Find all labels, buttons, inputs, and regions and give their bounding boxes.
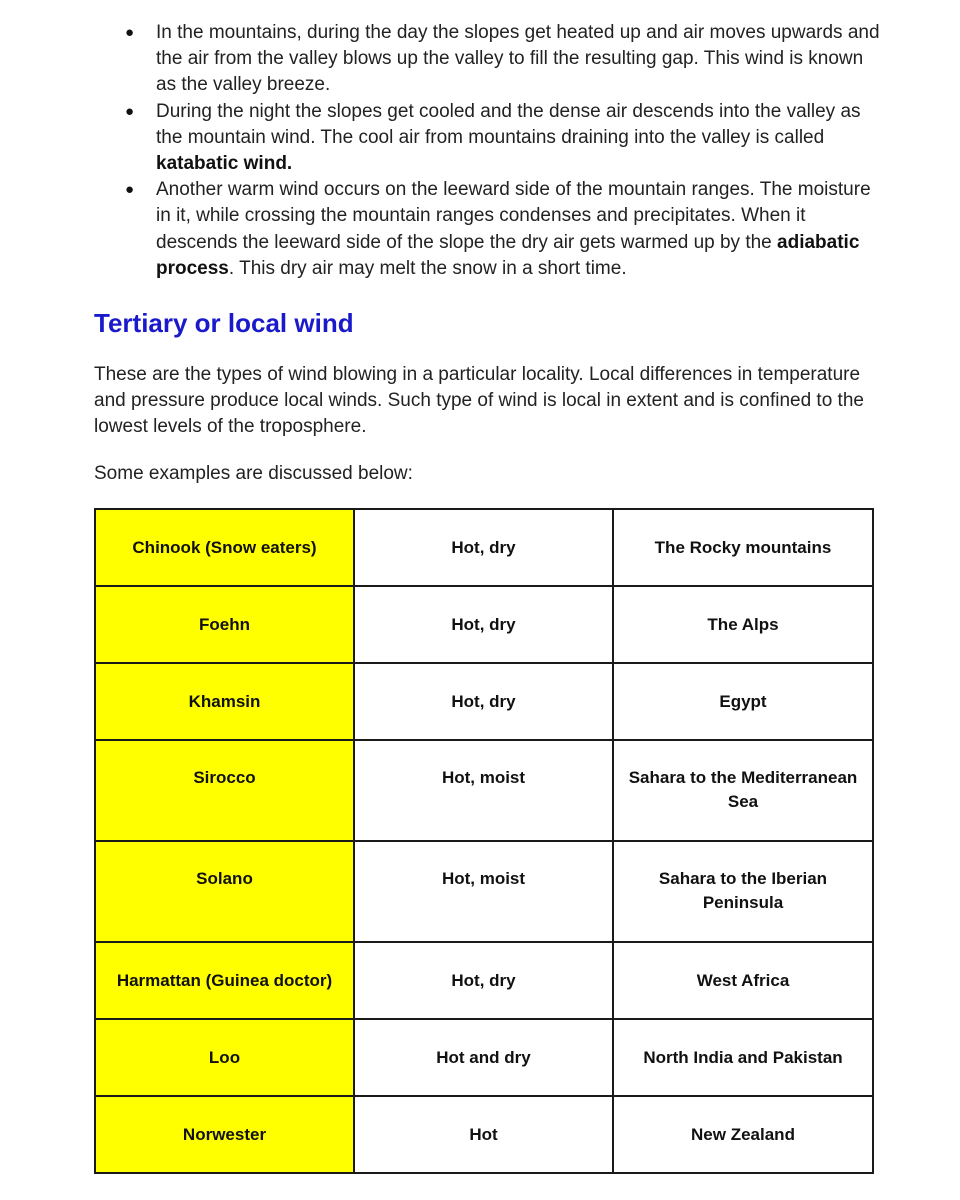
wind-region-cell: West Africa <box>613 942 873 1019</box>
bullet-item-adiabatic <box>94 177 884 282</box>
wind-type-cell: Hot, moist <box>354 841 613 942</box>
wind-type-cell: Hot, dry <box>354 509 613 586</box>
wind-name-cell: Harmattan (Guinea doctor) <box>95 942 354 1019</box>
wind-region-cell: North India and Pakistan <box>613 1019 873 1096</box>
bullet-text-after: . This dry air may melt the snow in a short time. <box>228 257 627 279</box>
wind-region-cell: Sahara to the Iberian Peninsula <box>613 841 873 942</box>
wind-type-cell: Hot, moist <box>354 740 613 841</box>
table-row <box>95 1019 873 1096</box>
bullet-list <box>94 20 884 282</box>
wind-type-cell: Hot, dry <box>354 586 613 663</box>
bullet-icon: ● <box>125 24 135 41</box>
bullet-icon: ● <box>125 181 135 199</box>
table-row <box>95 509 873 586</box>
table-row <box>95 841 873 942</box>
wind-type-cell: Hot, dry <box>354 942 613 1019</box>
section-heading: Tertiary or local wind <box>94 308 354 338</box>
wind-name-cell: Chinook (Snow eaters) <box>95 509 354 586</box>
bullet-bold-term: katabatic wind. <box>156 153 293 175</box>
wind-name-cell: Khamsin <box>95 663 354 740</box>
wind-region-cell: Sahara to the Mediterranean Sea <box>613 740 873 841</box>
examples-intro: Some examples are discussed below: <box>94 463 413 484</box>
section-paragraph: These are the types of wind blowing in a particular locality. Local differences in temperature and pressure produce local winds. Such type of wind is local in extent and is confined to the lowest levels of the troposphere. <box>94 364 864 438</box>
table-row <box>95 942 873 1019</box>
wind-name-cell: Loo <box>95 1019 354 1096</box>
wind-region-cell: Egypt <box>613 663 873 740</box>
wind-region-cell: The Rocky mountains <box>613 509 873 586</box>
wind-name-cell: Foehn <box>95 586 354 663</box>
wind-name-cell: Norwester <box>95 1096 354 1173</box>
wind-region-cell: New Zealand <box>613 1096 873 1173</box>
bullet-icon: ● <box>125 102 135 120</box>
wind-name-cell: Sirocco <box>95 740 354 841</box>
bullet-text: In the mountains, during the day the slopes get heated up and air moves upwards and the air from the valley blows up the valley to fill the resulting gap. This wind is known as the valley breeze. <box>156 22 880 96</box>
wind-type-cell: Hot and dry <box>354 1019 613 1096</box>
wind-region-cell: The Alps <box>613 586 873 663</box>
bullet-item-katabatic <box>94 99 884 178</box>
bullet-item-valley-breeze <box>94 20 884 99</box>
table-row <box>95 740 873 841</box>
table-row <box>95 586 873 663</box>
wind-type-cell: Hot <box>354 1096 613 1173</box>
local-winds-table <box>94 508 874 1174</box>
bullet-text: Another warm wind occurs on the leeward side of the mountain ranges. The moisture in it, while crossing the mountain ranges condenses and precipitates. When it descends the leeward side of the slope the dry air gets warmed up by the <box>156 179 871 253</box>
bullet-text: During the night the slopes get cooled and the dense air descends into the valley as the mountain wind. The cool air from mountains draining into the valley is called <box>156 100 861 148</box>
wind-type-cell: Hot, dry <box>354 663 613 740</box>
table-row <box>95 1096 873 1173</box>
table-row <box>95 663 873 740</box>
bullet-bold-term: adiabatic process <box>156 231 860 279</box>
wind-name-cell: Solano <box>95 841 354 942</box>
